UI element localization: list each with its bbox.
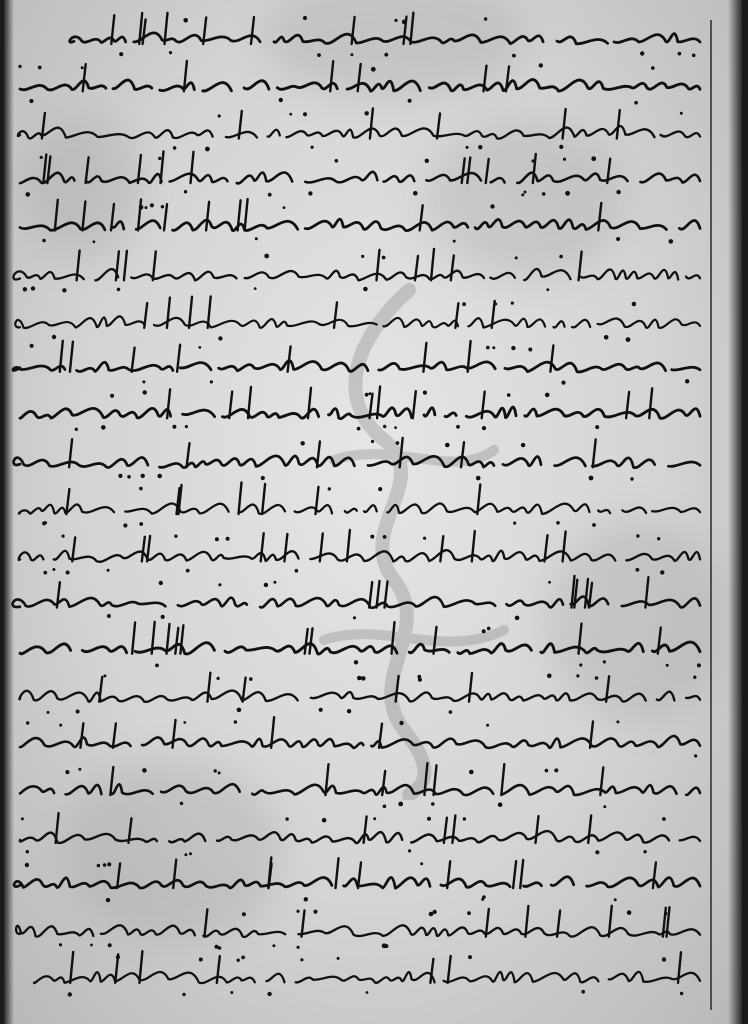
page-edge-right: [728, 0, 742, 1024]
manuscript-line: [14, 719, 708, 766]
handwriting-stroke: [14, 61, 708, 108]
manuscript-line: [14, 907, 708, 954]
manuscript-line: [14, 249, 708, 296]
handwriting-stroke: [14, 625, 708, 672]
handwriting-stroke: [14, 578, 708, 625]
manuscript-line: [14, 860, 708, 907]
handwriting-stroke: [14, 343, 708, 390]
manuscript-text-block: [14, 14, 708, 1001]
manuscript-line: [14, 766, 708, 813]
manuscript-line: [14, 155, 708, 202]
manuscript-line: [14, 531, 708, 578]
manuscript-line: [14, 108, 708, 155]
manuscript-line: [14, 202, 708, 249]
manuscript-line: [14, 343, 708, 390]
handwriting-stroke: [14, 860, 708, 907]
handwriting-stroke: [14, 155, 708, 202]
handwriting-stroke: [14, 719, 708, 766]
handwriting-stroke: [14, 766, 708, 813]
handwriting-stroke: [14, 249, 708, 296]
page-edge-left: [4, 0, 14, 1024]
handwriting-stroke: [14, 14, 708, 61]
manuscript-line: [14, 296, 708, 343]
margin-rule: [710, 20, 712, 1010]
manuscript-line: [14, 484, 708, 531]
manuscript-line: [14, 578, 708, 625]
manuscript-page: [4, 0, 742, 1024]
handwriting-stroke: [14, 390, 708, 437]
manuscript-line: [14, 390, 708, 437]
manuscript-line: [14, 14, 708, 61]
handwriting-stroke: [14, 813, 708, 860]
handwriting-stroke: [14, 437, 708, 484]
manuscript-line: [14, 437, 708, 484]
handwriting-stroke: [14, 296, 708, 343]
manuscript-line: [14, 813, 708, 860]
manuscript-line: [14, 625, 708, 672]
manuscript-line: [14, 672, 708, 719]
handwriting-stroke: [14, 907, 708, 954]
handwriting-stroke: [14, 531, 708, 578]
manuscript-line: [14, 954, 708, 1001]
handwriting-stroke: [14, 672, 708, 719]
handwriting-stroke: [14, 202, 708, 249]
handwriting-stroke: [14, 108, 708, 155]
handwriting-stroke: [14, 484, 708, 531]
manuscript-line: [14, 61, 708, 108]
handwriting-stroke: [14, 954, 708, 1001]
